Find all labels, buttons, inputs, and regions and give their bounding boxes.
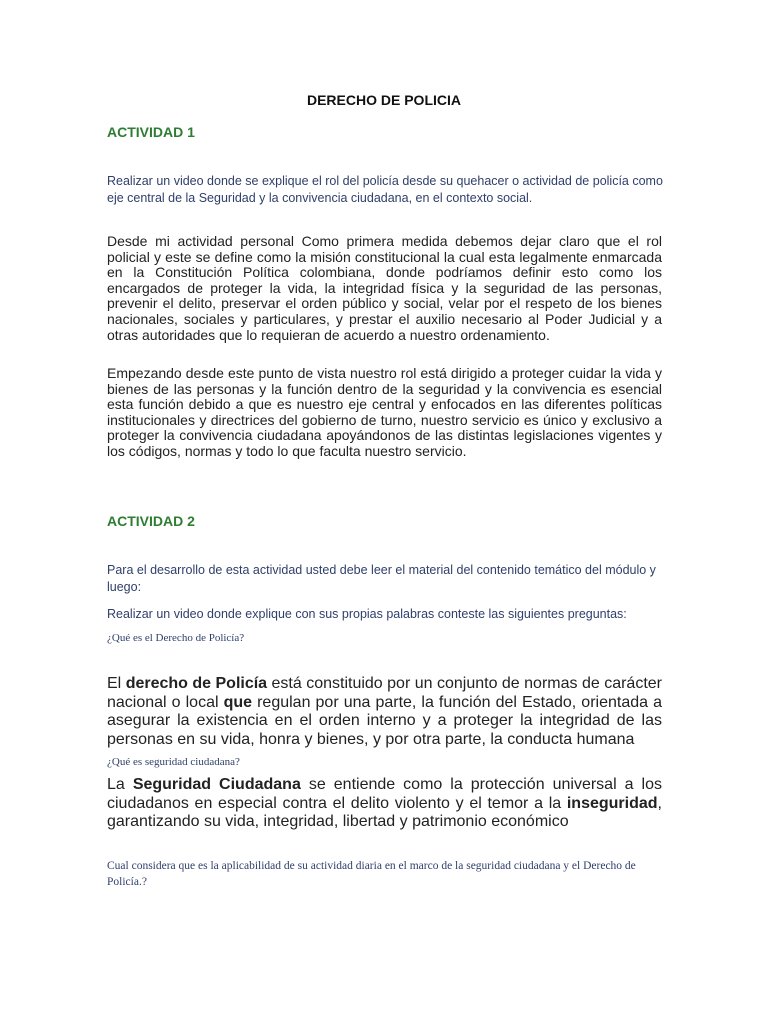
answer-term: Seguridad Ciudadana	[132, 776, 301, 793]
activity-2-instruction-1: Para el desarrollo de esta actividad usted debe leer el material del contenido temático del módulo y luego:	[107, 563, 656, 594]
answer-text: , garantizando su vida, integridad, libertad y patrimonio económico	[107, 794, 662, 830]
question-derecho-policia: ¿Qué es el Derecho de Policía?	[107, 632, 245, 644]
question-seguridad-ciudadana: ¿Qué es seguridad ciudadana?	[107, 756, 240, 768]
activity-1-paragraph-1: Desde mi actividad personal Como primera medida debemos dejar claro que el rol policial y este se define como la misión constitucional la cual esta legalmente enmarcada en la Constitución Política colombiana, donde podríamos definir esto como los encargados de proteger la vida, la integridad física y la seguridad de las personas, prevenir el delito, preservar el orden público y social, velar por el respeto de los bienes nacionales, sociales y particulares, y prestar el auxilio necesario al Poder Judicial y a otras autoridades que lo requieran de acuerdo a nuestro ordenamiento.	[107, 233, 662, 343]
answer-text: El	[107, 675, 126, 692]
activity-1-heading: ACTIVIDAD 1	[107, 124, 195, 140]
answer-emphasis: inseguridad	[566, 794, 658, 812]
activity-1-paragraph-2: Empezando desde este punto de vista nuestro rol está dirigido a proteger cuidar la vida y bienes de las personas y la función dentro de la seguridad y la convivencia es esencial esta función debido a que es nuestro eje central y enfocados en las diferentes políticas institucionales y directrices del gobierno de turno, nuestro servicio es único y exclusivo a proteger la convivencia ciudadana apoyándonos de las distintas legislaciones vigentes y los códigos, normas y todo lo que faculta nuestro servicio.	[107, 365, 662, 459]
page-title: DERECHO DE POLICIA	[306, 92, 461, 108]
answer-term: derecho de Policía	[125, 675, 268, 692]
activity-2-heading: ACTIVIDAD 2	[107, 513, 195, 529]
answer-text: La	[107, 776, 133, 793]
activity-2-instruction-2: Realizar un video donde explique con sus propias palabras conteste las siguientes preguntas:	[107, 607, 627, 621]
answer-seguridad-ciudadana	[107, 776, 662, 832]
answer-emphasis: que	[223, 693, 253, 711]
answer-text: se entiende como la protección universal a los ciudadanos en especial contra el delito violento y el temor a la	[107, 776, 663, 812]
activity-1-instruction: Realizar un video donde se explique el rol del policía desde su quehacer o actividad de policía como eje central de la Seguridad y la convivencia ciudadana, en el contexto social.	[107, 174, 663, 205]
answer-derecho-policia	[107, 675, 662, 749]
answer-text: regulan por una parte, la función del Estado, orientada a asegurar la existencia en el orden interno y a proteger la integridad de las personas en su vida, honra y bienes, y por otra parte, la conducta humana	[107, 693, 662, 748]
answer-text: está constituido por un conjunto de normas de carácter nacional o local	[107, 675, 663, 711]
question-aplicabilidad: Cual considera que es la aplicabilidad de su actividad diaria en el marco de la seguridad ciudadana y el Derecho de Policía.?	[107, 860, 636, 888]
